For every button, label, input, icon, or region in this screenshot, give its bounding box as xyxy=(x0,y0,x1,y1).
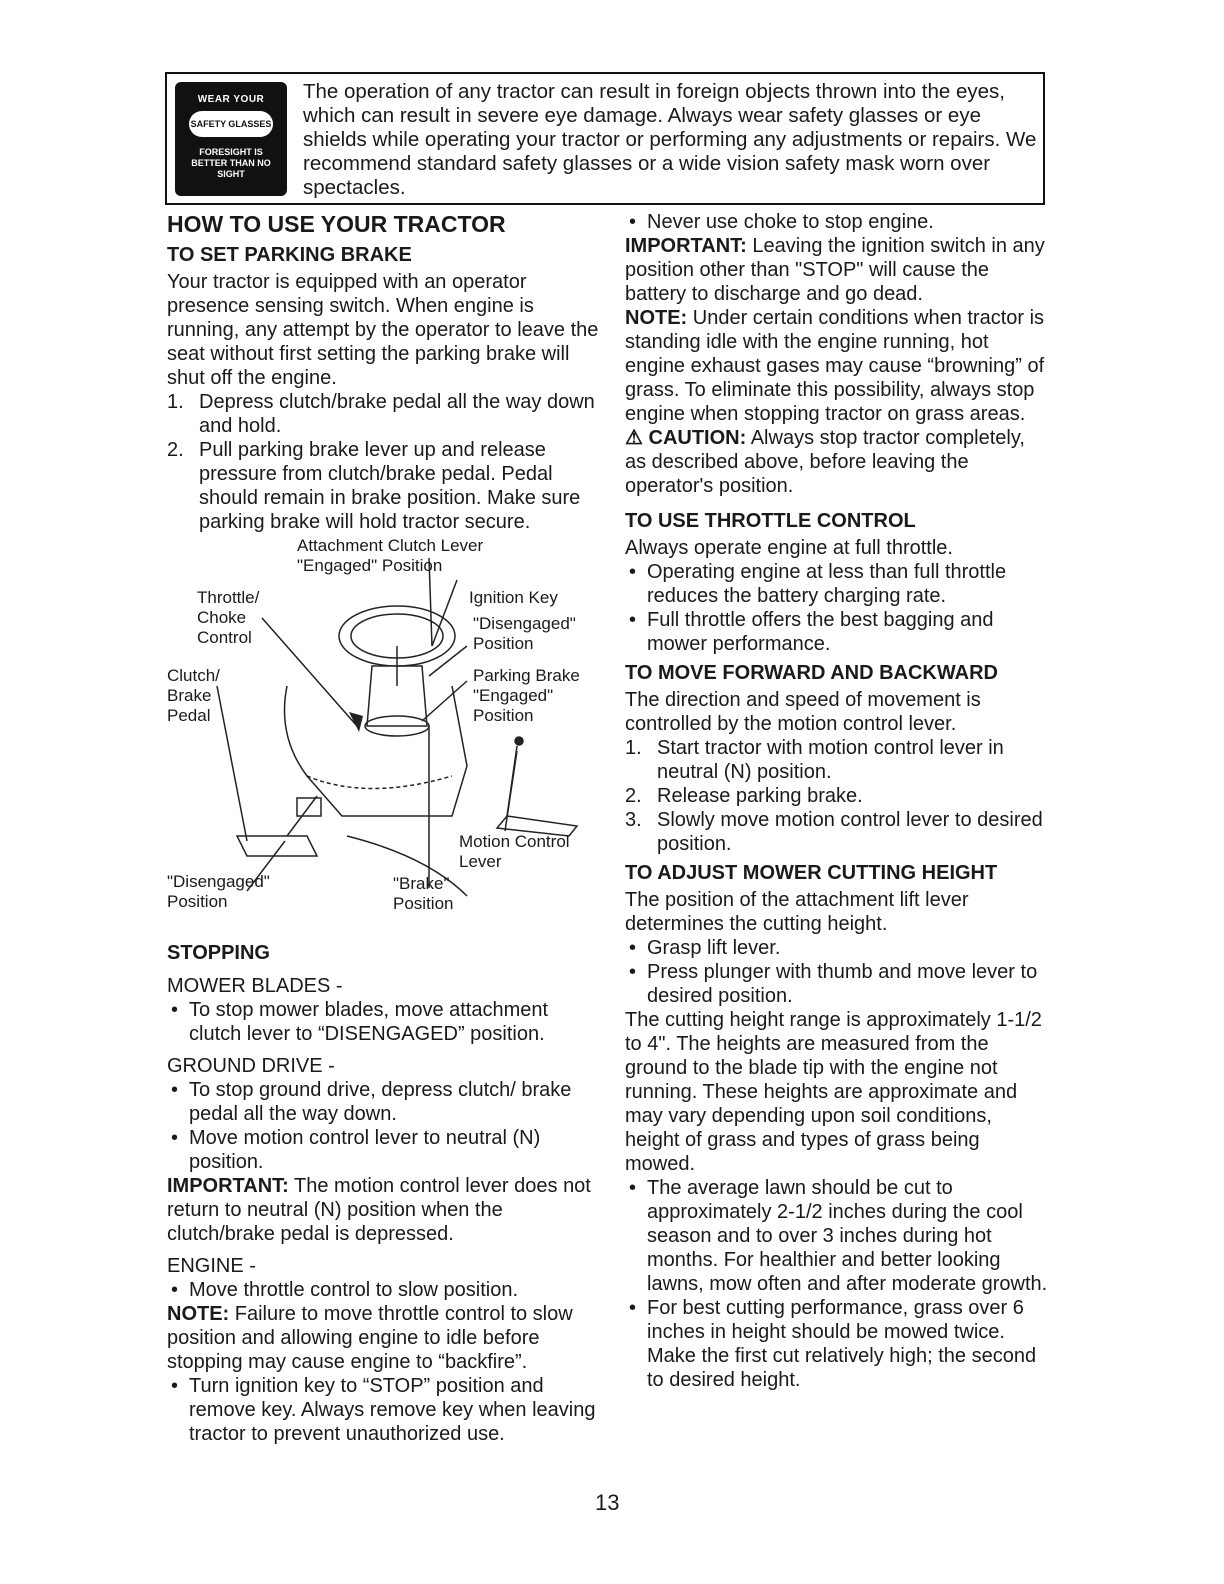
parking-brake-heading: TO SET PARKING BRAKE xyxy=(167,244,412,266)
list-item: • To stop ground drive, depress clutch/ brake pedal all the way down. xyxy=(167,1078,599,1126)
stopping-important: IMPORTANT: The motion control lever does not return to neutral (N) position when the clutch/brake pedal is depressed. xyxy=(167,1175,591,1245)
stopping-heading: STOPPING xyxy=(167,942,270,964)
cutting-list xyxy=(625,936,1050,1008)
ground-drive-list xyxy=(167,1078,599,1174)
list-item: • To stop mower blades, move attachment clutch lever to “DISENGAGED” position. xyxy=(167,998,599,1046)
page-title: HOW TO USE YOUR TRACTOR xyxy=(167,211,506,237)
warning-text: The operation of any tractor can result in foreign objects thrown into the eyes, which can result in severe eye damage. Always wear safety glasses or eye shields while operating your tractor or performing any adjustments or repairs. We recommend standard safety glasses or a wide vision safety mask worn over spectacles. xyxy=(303,80,1037,199)
right-column xyxy=(625,210,1050,1392)
list-item: 2. Release parking brake. xyxy=(625,785,863,807)
cutting-heading: TO ADJUST MOWER CUTTING HEIGHT xyxy=(625,862,998,884)
engine-note: NOTE: Failure to move throttle control to slow position and allowing engine to idle before stopping may cause engine to “backfire”. xyxy=(167,1303,573,1373)
safety-glasses-badge xyxy=(175,82,287,196)
engine-list-2 xyxy=(167,1374,599,1446)
list-item: 1. Depress clutch/brake pedal all the way down and hold. xyxy=(167,391,595,437)
list-item: • Press plunger with thumb and move lever to desired position. xyxy=(625,960,1050,1008)
list-item: • Operating engine at less than full throttle reduces the battery charging rate. xyxy=(625,560,1050,608)
list-item: • Never use choke to stop engine. xyxy=(625,210,1050,234)
move-intro: The direction and speed of movement is controlled by the motion control lever. xyxy=(625,689,981,735)
label-clutch-brake-pedal: Clutch/ Brake Pedal xyxy=(167,666,220,725)
list-item: 3. Slowly move motion control lever to desired position. xyxy=(625,809,1043,855)
mower-blades-label: MOWER BLADES - xyxy=(167,975,343,997)
parking-brake-intro: Your tractor is equipped with an operator presence sensing switch. When engine is running, any attempt by the operator to leave the seat without first setting the parking brake will shut off the engine. xyxy=(167,271,599,389)
ground-drive-label: GROUND DRIVE - xyxy=(167,1055,335,1077)
engine-label: ENGINE - xyxy=(167,1255,256,1277)
safety-glasses-icon: SAFETY GLASSES xyxy=(189,111,273,137)
label-parking-brake: Parking Brake "Engaged" Position xyxy=(473,666,580,725)
browning-note: NOTE: Under certain conditions when tractor is standing idle with the engine running, hot engine exhaust gases may cause “browning” of grass. To eliminate this possibility, always stop engine when stopping tractor on grass areas. xyxy=(625,307,1045,425)
cutting-range: The cutting height range is approximately 1-1/2 to 4". The heights are measured from the ground to the blade tip with the engine not running. These heights are approximate and may vary depending upon soil conditions, height of grass and types of grass being mowed. xyxy=(625,1009,1042,1175)
label-attachment-clutch: Attachment Clutch Lever "Engaged" Position xyxy=(297,536,484,575)
engine-list xyxy=(167,1278,599,1302)
list-item: • Full throttle offers the best bagging and mower performance. xyxy=(625,608,1050,656)
list-item: • Turn ignition key to “STOP” position and remove key. Always remove key when leaving tractor to prevent unauthorized use. xyxy=(167,1374,599,1446)
ignition-important: IMPORTANT: Leaving the ignition switch in any position other than "STOP" will cause the battery to discharge and go dead. xyxy=(625,235,1045,305)
cutting-intro: The position of the attachment lift lever determines the cutting height. xyxy=(625,889,969,935)
list-item: • Grasp lift lever. xyxy=(625,936,1050,960)
list-item: • Move throttle control to slow position. xyxy=(167,1278,599,1302)
safety-warning-box xyxy=(165,72,1045,205)
label-motion-control: Motion Control Lever xyxy=(459,832,570,871)
badge-bottom-text: FORESIGHT IS BETTER THAN NO SIGHT xyxy=(191,147,271,179)
cutting-list-2 xyxy=(625,1176,1050,1392)
throttle-list xyxy=(625,560,1050,656)
throttle-intro: Always operate engine at full throttle. xyxy=(625,537,953,559)
label-ignition-key: Ignition Key xyxy=(469,588,558,607)
parking-brake-steps xyxy=(167,390,599,534)
label-ignition-disengaged: "Disengaged" Position xyxy=(473,614,576,653)
label-pedal-disengaged: "Disengaged" Position xyxy=(167,872,270,911)
move-heading: TO MOVE FORWARD AND BACKWARD xyxy=(625,662,998,684)
list-item: • The average lawn should be cut to approximately 2-1/2 inches during the cool season and to over 3 inches during hot months. For healthier and better looking lawns, mow often and after moderate growth. xyxy=(625,1176,1050,1296)
list-item: • Move motion control lever to neutral (N) position. xyxy=(167,1126,599,1174)
move-steps xyxy=(625,736,1050,856)
mower-blades-list xyxy=(167,998,599,1046)
left-column xyxy=(167,210,599,1446)
label-brake-position: "Brake" Position xyxy=(393,874,454,913)
throttle-heading: TO USE THROTTLE CONTROL xyxy=(625,510,916,532)
list-item: 1. Start tractor with motion control lever in neutral (N) position. xyxy=(625,737,1004,783)
tractor-controls-diagram xyxy=(167,536,599,936)
list-item: • For best cutting performance, grass over 6 inches in height should be mowed twice. Make the first cut relatively high; the second to desired height. xyxy=(625,1296,1050,1392)
page-number: 13 xyxy=(595,1490,620,1515)
caution-paragraph: ⚠ CAUTION: Always stop tractor completely, as described above, before leaving the operator's position. xyxy=(625,427,1025,497)
badge-top-text: WEAR YOUR xyxy=(197,94,265,105)
choke-list xyxy=(625,210,1050,234)
caution-icon: ⚠ xyxy=(625,427,643,449)
label-throttle-choke: Throttle/ Choke Control xyxy=(197,588,260,647)
list-item: 2. Pull parking brake lever up and release pressure from clutch/brake pedal. Pedal should remain in brake position. Make sure parking brake will hold tractor secure. xyxy=(167,439,581,533)
